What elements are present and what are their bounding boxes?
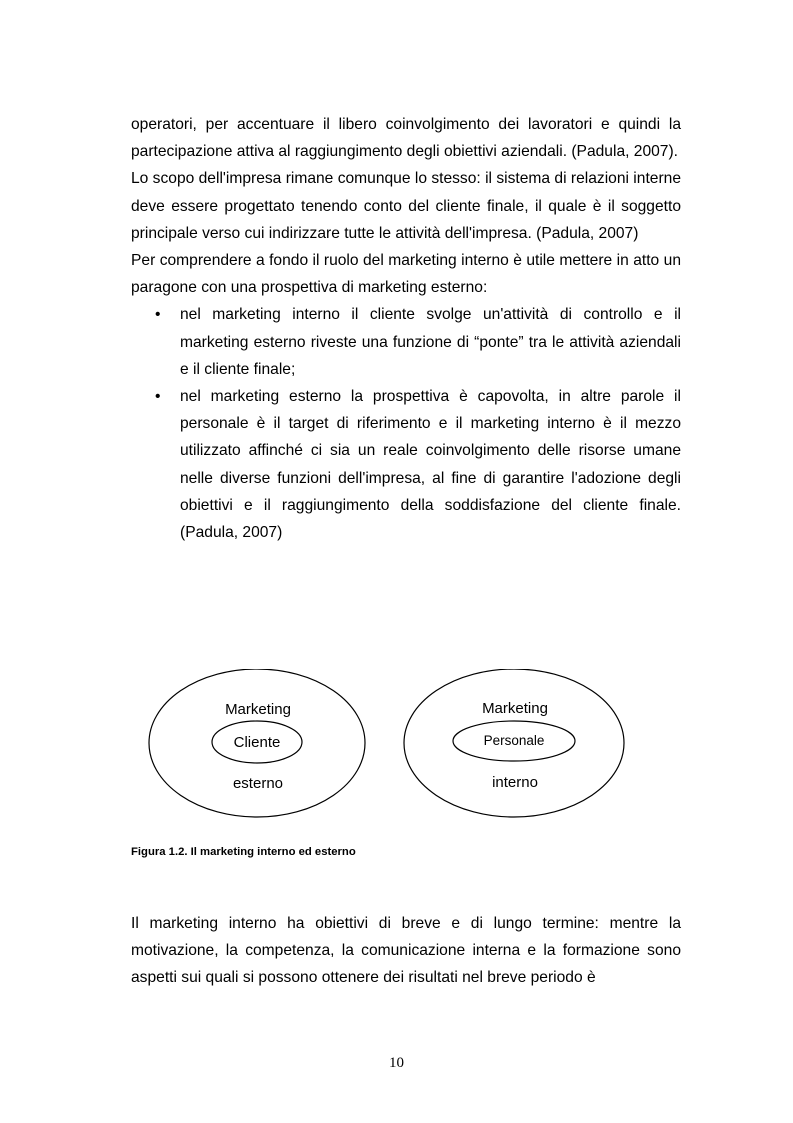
comparison-list	[131, 301, 681, 546]
list-item-text: nel marketing esterno la prospettiva è capovolta, in altre parole il personale è il target di riferimento e il marketing interno è il mezzo utilizzato affinché ci sia un reale coinvolgimento delle risorse umane nelle diverse funzioni dell'impresa, al fine di garantire l'adozione degli obiettivi e il raggiungimento della soddisfazione del cliente finale. (Padula, 2007)	[180, 388, 681, 542]
paragraph-objectives: Il marketing interno ha obiettivi di breve e di lungo termine: mentre la motivazione, la competenza, la comunicazione interna e la formazione sono aspetti sui quali si possono ottenere dei risultati nel breve periodo è	[131, 915, 681, 987]
left-top-label: Marketing	[225, 701, 291, 718]
bullet-icon: •	[155, 388, 161, 406]
right-bottom-label: interno	[492, 774, 538, 791]
list-item-text: nel marketing interno il cliente svolge un'attività di controllo e il marketing esterno riveste una funzione di “ponte” tra le attività aziendali e il cliente finale;	[180, 306, 681, 378]
page-number: 10	[389, 1055, 404, 1071]
right-inner-label: Personale	[483, 733, 545, 748]
left-inner-label: Cliente	[233, 734, 281, 751]
paragraph-comparison-intro: Per comprendere a fondo il ruolo del marketing interno è utile mettere in atto un paragone con una prospettiva di marketing esterno:	[131, 252, 681, 297]
list-item	[131, 383, 681, 546]
body-text-top	[131, 111, 681, 546]
paragraph-continuation: operatori, per accentuare il libero coinvolgimento dei lavoratori e quindi la partecipazione attiva al raggiungimento degli obiettivi aziendali. (Padula, 2007).	[131, 116, 681, 161]
bullet-icon: •	[155, 306, 161, 324]
left-bottom-label: esterno	[232, 775, 284, 792]
diagram-left-marketing-esterno	[149, 669, 365, 817]
marketing-diagram	[146, 669, 636, 824]
figure-caption: Figura 1.2. Il marketing interno ed esterno	[131, 846, 356, 858]
right-top-label: Marketing	[482, 700, 548, 717]
body-text-bottom	[131, 910, 681, 992]
diagram-right-marketing-interno	[404, 669, 624, 817]
paragraph-scope: Lo scopo dell'impresa rimane comunque lo stesso: il sistema di relazioni interne deve essere progettato tenendo conto del cliente finale, il quale è il soggetto principale verso cui indirizzare tutte le attività dell'impresa. (Padula, 2007)	[131, 170, 681, 242]
list-item	[131, 301, 681, 383]
